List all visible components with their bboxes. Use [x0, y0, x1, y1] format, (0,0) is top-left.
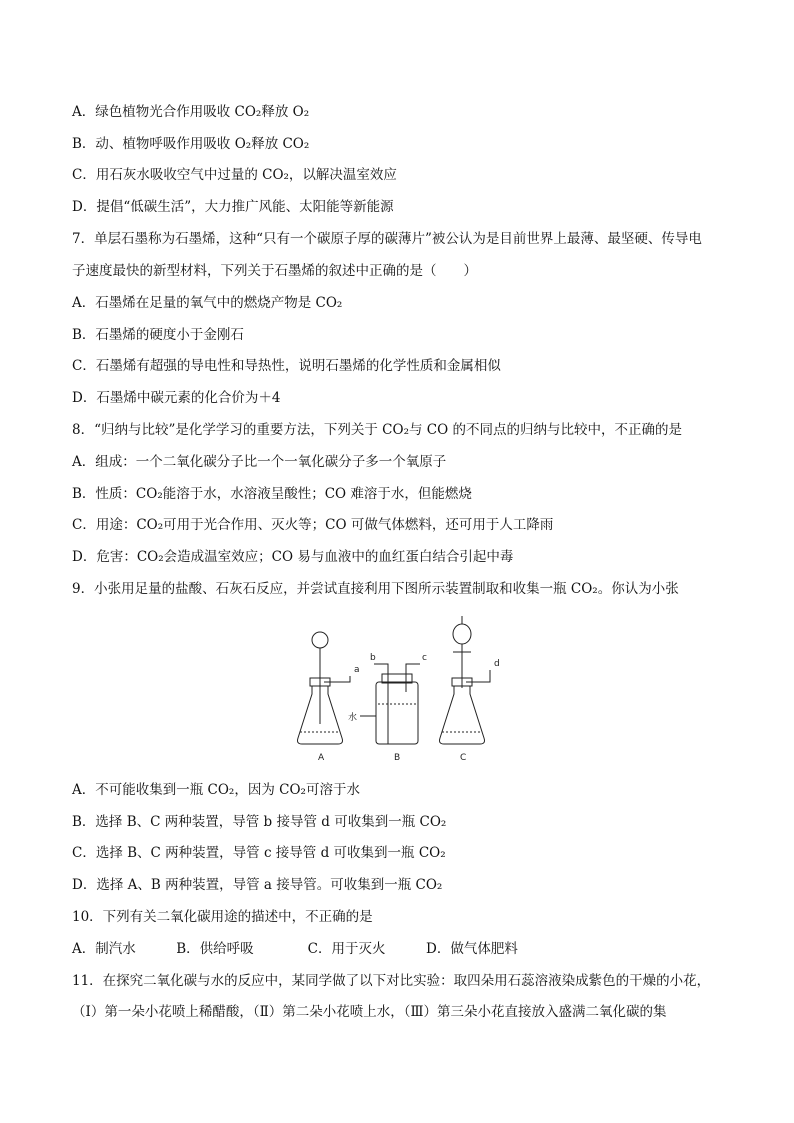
label-apparatus-b: B — [394, 753, 401, 763]
q9-option-d: D．选择 A、B 两种装置，导管 a 接导管。可收集到一瓶 CO₂ — [72, 877, 443, 893]
sep-funnel-c — [453, 624, 471, 644]
q9-option-c: C．选择 B、C 两种装置，导管 c 接导管 d 可收集到一瓶 CO₂ — [72, 845, 446, 861]
q8-option-d: D．危害：CO₂会造成温室效应；CO 易与血液中的血红蛋白结合引起中毒 — [72, 549, 514, 565]
q11-stem-line1: 11．在探究二氧化碳与水的反应中，某同学做了以下对比实验：取四朵用石蕊溶液染成紫色的干燥的小花， — [72, 973, 711, 989]
q7-stem-line2: 子速度最快的新型材料，下列关于石墨烯的叙述中正确的是（ ） — [72, 263, 477, 279]
q7-option-a: A．石墨烯在足量的氧气中的燃烧产物是 CO₂ — [72, 295, 343, 311]
label-a: a — [354, 665, 360, 675]
q8-stem: 8．“归纳与比较”是化学学习的重要方法，下列关于 CO₂与 CO 的不同点的归纳与比较中，不正确的是 — [72, 422, 682, 438]
q8-option-b: B．性质：CO₂能溶于水，水溶液呈酸性；CO 难溶于水，但能燃烧 — [72, 486, 472, 502]
q6-option-c: C．用石灰水吸收空气中过量的 CO₂，以解决温室效应 — [72, 167, 397, 183]
q7-option-b: B．石墨烯的硬度小于金刚石 — [72, 327, 244, 343]
q6-option-b: B．动、植物呼吸作用吸收 O₂释放 CO₂ — [72, 136, 310, 152]
q9-stem: 9．小张用足量的盐酸、石灰石反应，并尝试直接利用下图所示装置制取和收集一瓶 CO₂。你认为小张 — [72, 581, 679, 597]
q11-stem-line2: （Ⅰ）第一朵小花喷上稀醋酸，（Ⅱ）第二朵小花喷上水，（Ⅲ）第三朵小花直接放入盛满二氧化碳的集 — [72, 1004, 667, 1020]
label-apparatus-c: C — [460, 753, 467, 763]
label-apparatus-a: A — [318, 753, 325, 763]
bottle-b — [376, 682, 418, 744]
label-water: 水 — [348, 713, 358, 723]
q9-option-b: B．选择 B、C 两种装置，导管 b 接导管 d 可收集到一瓶 CO₂ — [72, 814, 447, 830]
apparatus-diagram — [290, 612, 510, 766]
funnel-bulb-a — [312, 632, 328, 648]
q10-stem: 10．下列有关二氧化碳用途的描述中，不正确的是 — [72, 909, 373, 925]
q10-options: A．制汽水 B．供给呼吸 C．用于灭火 D．做气体肥料 — [72, 941, 518, 957]
flask-c — [440, 686, 485, 744]
tube-d — [466, 670, 490, 682]
label-b: b — [370, 653, 376, 663]
label-c: c — [422, 653, 427, 663]
q7-option-d: D．石墨烯中碳元素的化合价为＋4 — [72, 390, 281, 406]
label-d: d — [494, 659, 500, 669]
q9-option-a: A．不可能收集到一瓶 CO₂，因为 CO₂可溶于水 — [72, 782, 360, 798]
tube-a — [324, 676, 350, 682]
q7-stem-line1: 7．单层石墨称为石墨烯，这种“只有一个碳原子厚的碳薄片”被公认为是目前世界上最薄、最坚硬、传导电 — [72, 231, 702, 247]
gas-apparatus-figure — [290, 612, 510, 766]
q7-option-c: C．石墨烯有超强的导电性和导热性，说明石墨烯的化学性质和金属相似 — [72, 358, 501, 374]
q8-option-c: C．用途：CO₂可用于光合作用、灭火等；CO 可做气体燃料，还可用于人工降雨 — [72, 517, 554, 533]
q8-option-a: A．组成：一个二氧化碳分子比一个一氧化碳分子多一个氧原子 — [72, 454, 447, 470]
q6-option-d: D．提倡“低碳生活”，大力推广风能、太阳能等新能源 — [72, 199, 394, 215]
q6-option-a: A．绿色植物光合作用吸收 CO₂释放 O₂ — [72, 104, 310, 120]
